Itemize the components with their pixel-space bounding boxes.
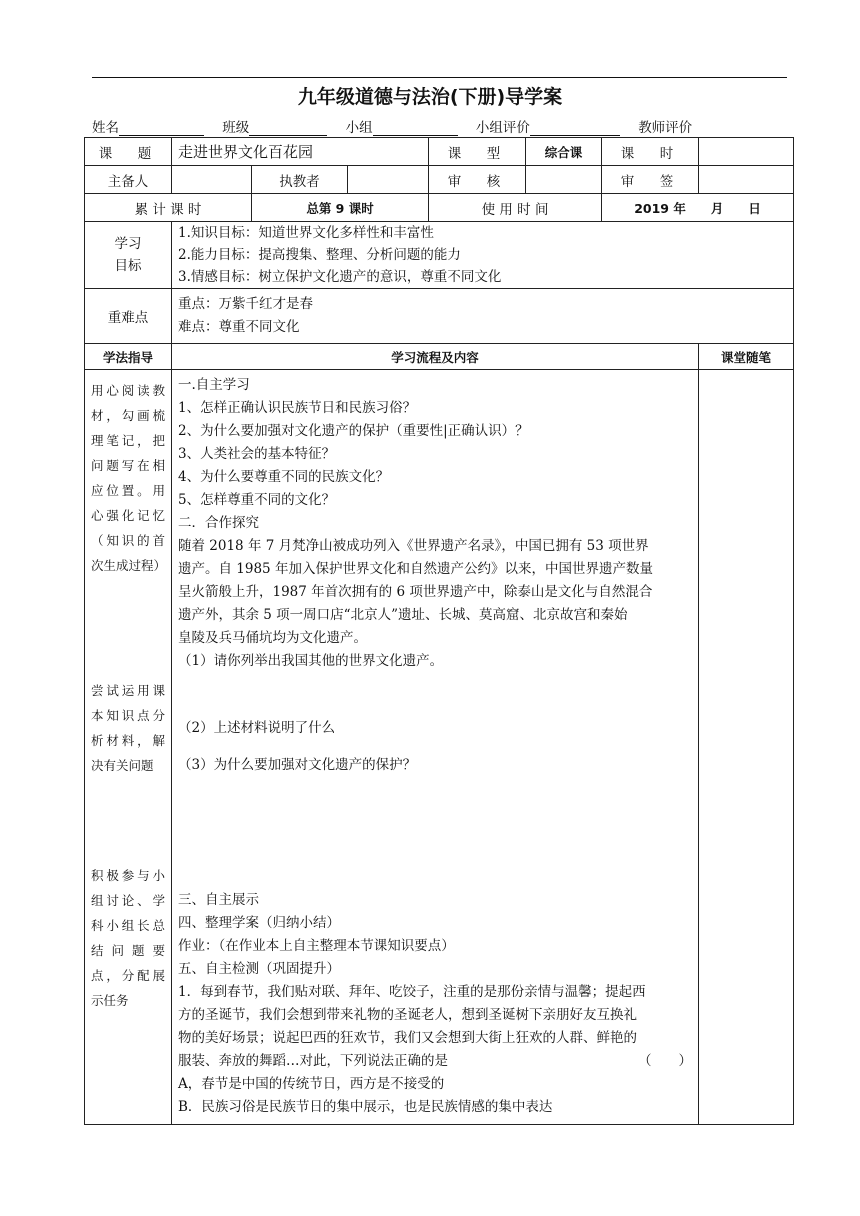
name-row [92, 116, 692, 136]
answer-bracket[interactable]: （ ） [638, 1053, 693, 1069]
preparer-value[interactable] [172, 166, 252, 194]
review-label: 审 核 [429, 166, 526, 194]
question-item: （2）上述材料说明了什么 [178, 720, 336, 736]
keypoints-row [85, 289, 794, 344]
question-item: 4、为什么要尊重不同的民族文化？ [178, 469, 390, 485]
exercise-line: 服装、奔放的舞蹈…对此，下列说法正确的是 [178, 1053, 448, 1069]
section-1-title: 一.自主学习 [178, 377, 250, 393]
hours-label: 课 时 [602, 138, 699, 166]
guide-column-header: 学法指导 [85, 344, 172, 370]
usetime-value: 2019 年 月 日 [602, 194, 794, 222]
exercise-line-with-bracket [178, 1050, 692, 1073]
class-notes-column[interactable] [699, 370, 794, 1125]
objectives-label-line2: 目标 [114, 258, 142, 274]
class-label: 班级 [222, 120, 250, 136]
top-rule [92, 77, 787, 78]
guide-block-3: 积极参与小组讨论、学科小组长总结问题要点，分配展示任务 [91, 868, 165, 1008]
exercise-line: 物的美好场景；说起巴西的狂欢节，我们又会想到大街上狂欢的人群、鲜艳的 [178, 1030, 637, 1046]
question-item: 2、为什么要加强对文化遗产的保护（重要性|正确认识）？ [178, 423, 529, 439]
notes-column-header: 课堂随笔 [699, 344, 794, 370]
objectives-row [85, 222, 794, 289]
answer-space[interactable] [178, 777, 692, 889]
section-3-title: 三、自主展示 [178, 892, 259, 908]
name-label: 姓名 [92, 120, 119, 136]
sign-label: 审 签 [602, 166, 699, 194]
keypoints-content [172, 289, 794, 344]
section-4-title: 四、整理学案（归纳小结） [178, 915, 340, 931]
preparer-label: 主备人 [85, 166, 172, 194]
page-title: 九年级道德与法治(下册)导学案 [297, 86, 563, 108]
name-blank[interactable] [119, 121, 204, 136]
question-item: 5、怎样尊重不同的文化？ [178, 492, 336, 508]
paragraph-line: 随着 2018 年 7 月梵净山被成功列入《世界遗产名录》，中国已拥有 53 项世界 [178, 538, 649, 554]
paragraph-line: 皇陵及兵马俑坑均为文化遗产。 [178, 630, 367, 646]
homework-line: 作业：（在作业本上自主整理本节课知识要点） [178, 938, 455, 954]
header-row-1 [85, 138, 794, 166]
executor-label: 执教者 [252, 166, 348, 194]
objective-item: 2.能力目标：提高搜集、整理、分析问题的能力 [178, 247, 461, 263]
question-item: （3）为什么要加强对文化遗产的保护？ [178, 757, 417, 773]
group-eval-label: 小组评价 [475, 120, 530, 136]
question-item: （1）请你列举出我国其他的世界文化遗产。 [178, 653, 444, 669]
objective-item: 3.情感目标：树立保护文化遗产的意识，尊重不同文化 [178, 269, 502, 285]
section-5-title: 五、自主检测（巩固提升） [178, 961, 340, 977]
process-content-column [172, 370, 699, 1125]
question-item: 1、怎样正确认识民族节日和民族习俗？ [178, 400, 417, 416]
section-2-title: 二．合作探究 [178, 515, 259, 531]
exercise-line: 1．每到春节，我们贴对联、拜年、吃饺子，注重的是那份亲情与温馨；提起西 [178, 984, 646, 1000]
review-value[interactable] [526, 166, 602, 194]
sign-value[interactable] [699, 166, 794, 194]
cumulative-label: 累 计 课 时 [85, 194, 252, 222]
header-row-2 [85, 166, 794, 194]
option-a: A，春节是中国的传统节日，西方是不接受的 [178, 1076, 445, 1092]
option-b: B．民族习俗是民族节日的集中展示，也是民族情感的集中表达 [178, 1099, 553, 1115]
objective-item: 1.知识目标：知道世界文化多样性和丰富性 [178, 225, 434, 241]
question-item: 3、人类社会的基本特征？ [178, 446, 336, 462]
type-label: 课 型 [429, 138, 526, 166]
guide-block-2: 尝试运用课本知识点分析材料，解决有关问题 [91, 683, 165, 773]
type-value: 综合课 [526, 138, 602, 166]
header-row-3 [85, 194, 794, 222]
cumulative-value: 总第 9 课时 [252, 194, 429, 222]
body-row [85, 370, 794, 1125]
lesson-plan-table [84, 137, 794, 1125]
usetime-label: 使 用 时 间 [429, 194, 602, 222]
hours-value[interactable] [699, 138, 794, 166]
group-label: 小组 [345, 120, 373, 136]
keypoint-item: 重点：万紫千红才是春 [178, 296, 313, 312]
topic-value: 走进世界文化百花园 [172, 138, 429, 166]
exercise-line: 方的圣诞节，我们会想到带来礼物的圣诞老人，想到圣诞树下亲朋好友互换礼 [178, 1007, 637, 1023]
objectives-label [85, 222, 172, 289]
topic-label: 课 题 [85, 138, 172, 166]
guide-block-1: 用心阅读教材，勾画梳理笔记，把问题写在相应位置。用心强化记忆（知识的首次生成过程） [91, 383, 167, 573]
group-blank[interactable] [373, 121, 458, 136]
paragraph-line: 呈火箭般上升，1987 年首次拥有的 6 项世界遗产中，除泰山是文化与自然混合 [178, 584, 653, 600]
process-column-header: 学习流程及内容 [172, 344, 699, 370]
objectives-content [172, 222, 794, 289]
answer-space[interactable] [178, 673, 692, 717]
keypoint-item: 难点：尊重不同文化 [178, 319, 300, 335]
executor-value[interactable] [348, 166, 429, 194]
answer-space[interactable] [178, 740, 692, 754]
study-guide-column [85, 370, 172, 1125]
paragraph-line: 遗产。自 1985 年加入保护世界文化和自然遗产公约》以来，中国世界遗产数量 [178, 561, 653, 577]
paragraph-line: 遗产外，其余 5 项一周口店“北京人”遗址、长城、莫高窟、北京故宫和秦始 [178, 607, 628, 623]
group-eval-blank[interactable] [530, 121, 620, 136]
teacher-eval-label: 教师评价 [638, 120, 693, 136]
columns-header-row [85, 344, 794, 370]
objectives-label-line1: 学习 [114, 236, 142, 252]
class-blank[interactable] [249, 121, 327, 136]
keypoints-label: 重难点 [85, 289, 172, 344]
